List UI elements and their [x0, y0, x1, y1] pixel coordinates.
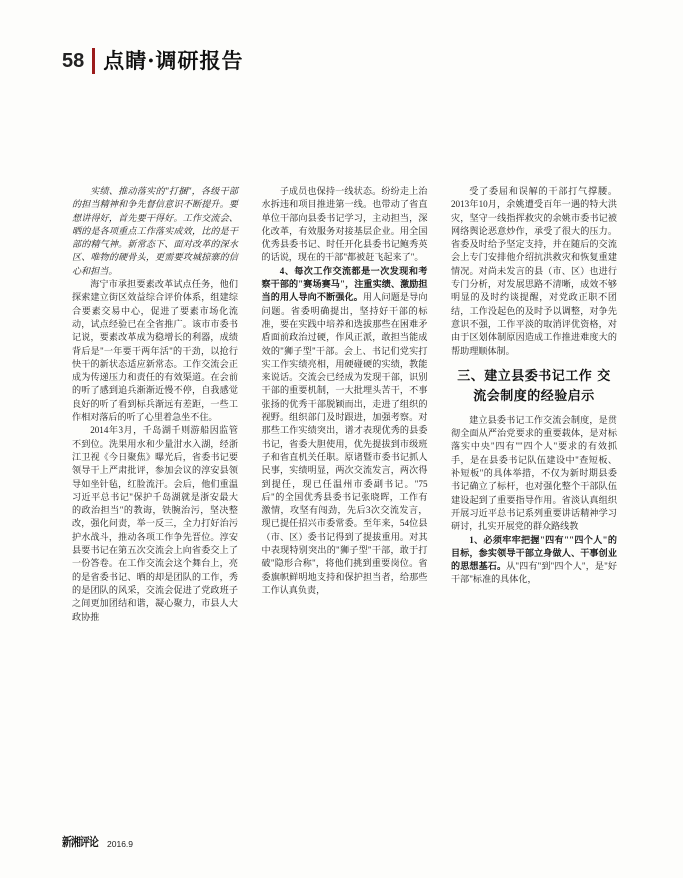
- paragraph: 受了委屈和误解的干部打气撑腰。2013年10月，余姚遭受百年一遇的特大洪灾，坚守一线指挥救灾的余姚市委书记被网络舆论恶意炒作，承受了很大的压力。省委及时给予坚定支持，并在随后的交流会上专门安排他介绍抗洪救灾和恢复重建情况。对尚未发言的县（市、区）也进行专门分析，对发展思路不清晰，成效不够明显的及时约谈提醒，对党政正职不团结，工作没起色的及时予以调整，对争先意识不强，工作平淡的取消评优资格，对由于区划体制原因造成工作推进难度大的帮助理顺体制。: [451, 186, 617, 356]
- issue-date: 2016.9: [107, 839, 134, 849]
- paragraph: 海宁市承担要素改革试点任务，他们探索建立街区效益综合评价体系，组建综合要素交易中心，促进了要素市场化流动，试点经验已在全省推广。该市市委书记说，要素改革成为稳增长的利器，成绩背后是"一年要干两年活"的干劲，以抢行快干的新状态适应新常态。工作交流会正成为传递压力和责任的有效渠道。在会前的听了感到追兵渐渐近慢不停，自我感觉良好的听了看到标兵渐远有差距，一些工作相对落后的听了心里着急坐不住。: [72, 279, 238, 423]
- section-title: 点睛·调研报告: [103, 48, 244, 73]
- column-3: [451, 185, 617, 825]
- paragraph: 建立县委书记工作交流会制度，是贯彻全面从严治党要求的重要载体，是对标落实中央"四有""四个人"要求的有效抓手，是在县委书记队伍建设中"查短板、补短板"的具体举措，不仅为新时期县委书记确立了标杆，也对强化整个干部队伍建设起到了重要指导作用。省淡认真组织开展习近平总书记系列重要讲话精神学习研讨，扎实开展党的群众路线教: [451, 414, 617, 532]
- paragraph-text: 从"四有"到"四个人"，是"好干部"标准的具体化，: [451, 561, 617, 585]
- paragraph-text: 用人问题是导向问题。省委明确提出，坚持好干部的标准，要在实践中培养和选拔那些在困难矛盾面前政治过硬，作风正派，敢担当能成效的"狮子型"干部。会上、书记们党实打实工作实绩亮相，用硬碰硬的实绩，教能来说话。交流会已经成为发现干部，识别干部的重要机制，一大批埋头苦干，不事张扬的优秀干部脱颖而出，走进了组织的视野。组织部门及时跟进，加强考察。对那些工作实绩突出，谱才表现优秀的县委书记，省委大胆使用，优先提拔到市级班子和省直机关任职。原诸暨市委书记抓人民事，实绩明显，两次交流发言，两次得到提任，现已任温州市委副书记。"75后"的全国优秀县委书记张晓晖，工作有激情，攻坚有闯劲，先后3次交流发言，现已提任招兴市委常委。至年来，54位县（市、区）委书记得到了提拔重用。对其中表现特别突出的"狮子型"干部，敢于打破"隐形合称"，将他们挑到重要岗位。省委旗帜鲜明地支持和保护担当者，给那些工作认真负责，: [261, 292, 428, 595]
- header-divider: [92, 48, 95, 74]
- paragraph-with-bold-lead: [262, 265, 428, 597]
- page-footer: [62, 833, 133, 850]
- paragraph-lead: 1、必须牢牢把握"四有""四个人"的目标，参实领导干部立身做人、干事创业的思想基石。: [451, 534, 617, 572]
- magazine-logo: 新湘评论: [62, 835, 99, 849]
- paragraph: 实绩、推动落实的"打捆"，各级干部的担当精神和争先督信意识不断提升。要想讲得好，首先要干得好。工作交流会、晒的是各项重点工作落实成效，比的是干部的精气神。新常态下、面对改革的深水区、唯物的硬骨头，更需要攻城掠寨的信心和担当。: [72, 186, 238, 276]
- article-body: [72, 185, 617, 825]
- column-2: [262, 185, 428, 825]
- paragraph: 2014年3月，千岛湖千则游船因监管不到位。洗果用水和少量泔水入湖，经浙江卫视《今日聚焦》曝光后，省委书记要领导干上严肃批评，参加会议的淳安县领导如坐针毡，红脸流汗。会后，他们重温习近平总书记"保护千岛湖就是浙安最大的政治担当"的教诲，铁腕治污，坚决整改，强化问责，举一反三，全力打好治污护水战斗，推动各项工作争先晋位。淳安县要书记在第五次交流会上向省委交上了一份答卷。在工作交流会这个舞台上，亮的是省委书记、晒的却是团队的工作，秀的是团队的风采，交流会促进了党政班子之间更加团结和谐，凝心聚力，市县人大政协推: [72, 425, 238, 622]
- page-header: [62, 40, 244, 74]
- page-number: 58: [62, 50, 85, 72]
- paragraph-with-bold-lead: [451, 534, 617, 587]
- paragraph-lead: 4、每次工作交流都是一次发现和考察干部的"赛场赛马"，注重实绩、激励担当的用人导向不断强化。: [261, 265, 428, 303]
- column-1: [72, 185, 238, 825]
- paragraph: 子成员也保持一线状态。纷纷走上治水拆违和项目推进第一线。也带动了省直单位干部向县委书记学习，主动担当，深化改革，有效服务对接基层企业。用全国优秀县委书记、时任开化县委书记鲍秀英的话说，现在的干部"都被赶飞起来了"。: [261, 186, 428, 263]
- subsection-heading: 三、建立县委书记工作 交流会制度的经验启示: [457, 368, 611, 404]
